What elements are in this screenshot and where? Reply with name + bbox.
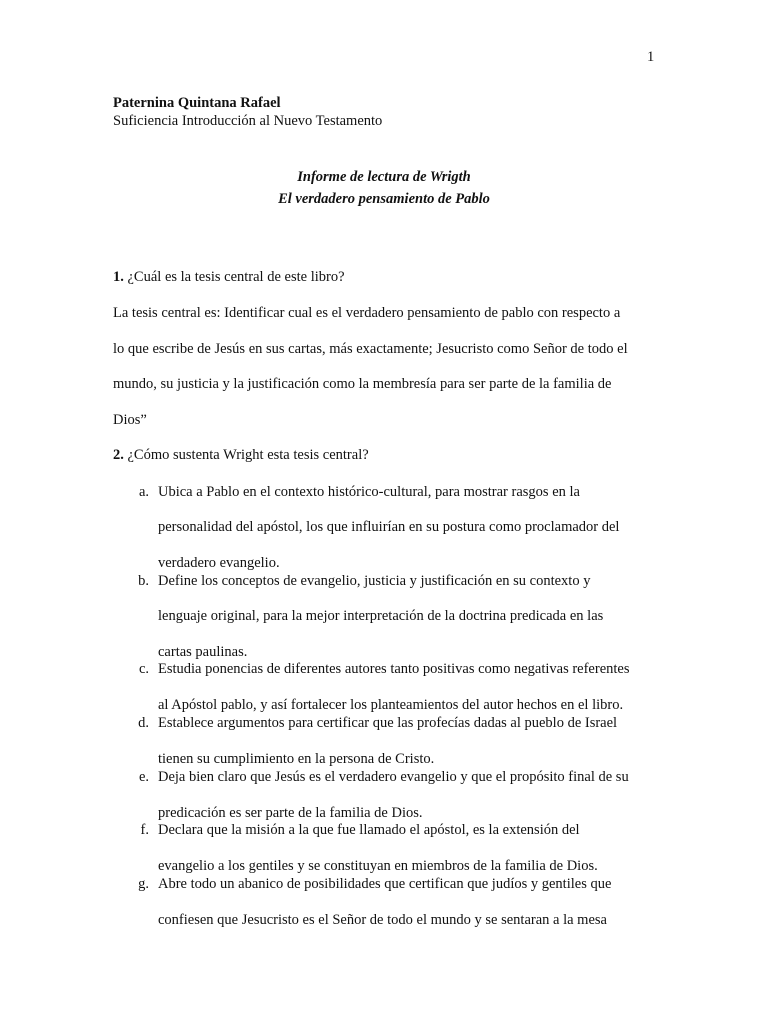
author-name: Paternina Quintana Rafael [113, 95, 281, 111]
list-item-marker: b. [138, 573, 149, 589]
list-item-line: Ubica a Pablo en el contexto histórico-cultural, para mostrar rasgos en la [158, 484, 580, 500]
list-item-line: al Apóstol pablo, y así fortalecer los planteamientos del autor hechos en el libro. [158, 697, 624, 713]
list-item-marker: a. [138, 484, 149, 500]
list-item-marker: d. [138, 715, 149, 731]
list-item-line: Abre todo un abanico de posibilidades que certifican que judíos y gentiles que [158, 876, 612, 892]
list-item-line: confiesen que Jesucristo es el Señor de todo el mundo y se sentaran a la mesa [158, 912, 607, 928]
list-item-marker: f. [140, 822, 149, 838]
question-1-number: 1. [113, 269, 124, 285]
page-number: 1 [647, 49, 655, 65]
report-title: Informe de lectura de Wrigth [297, 169, 471, 185]
list-item-marker: e. [138, 769, 149, 785]
list-item-line: verdadero evangelio. [158, 555, 280, 571]
list-item-marker: c. [138, 661, 149, 677]
list-item-line: tienen su cumplimiento en la persona de Cristo. [158, 751, 435, 767]
list-item-marker: g. [138, 876, 149, 892]
answer-1-line: mundo, su justicia y la justificación como la membresía para ser parte de la familia de [113, 376, 612, 392]
list-item-line: Declara que la misión a la que fue llamado el apóstol, es la extensión del [158, 822, 580, 838]
list-item-line: lenguaje original, para la mejor interpretación de la doctrina predicada en las [158, 608, 604, 624]
question-1-text: ¿Cuál es la tesis central de este libro? [123, 269, 345, 285]
list-item-line: Deja bien claro que Jesús es el verdadero evangelio y que el propósito final de su [158, 769, 629, 785]
question-2 [113, 446, 369, 464]
answer-1-line: Dios” [113, 412, 147, 428]
list-item-line: personalidad del apóstol, los que influirían en su postura como proclamador del [158, 519, 620, 535]
question-2-number: 2. [113, 447, 124, 463]
list-item-line: Define los conceptos de evangelio, justicia y justificación en su contexto y [158, 573, 591, 589]
list-item-line: evangelio a los gentiles y se constituyan en miembros de la familia de Dios. [158, 858, 598, 874]
list-item-line: predicación es ser parte de la familia de Dios. [158, 805, 423, 821]
list-item-line: cartas paulinas. [158, 644, 248, 660]
report-subtitle: El verdadero pensamiento de Pablo [278, 191, 490, 207]
course-name: Suficiencia Introducción al Nuevo Testamento [113, 113, 383, 129]
list-item-line: Establece argumentos para certificar que las profecías dadas al pueblo de Israel [158, 715, 618, 731]
answer-1-line: La tesis central es: Identificar cual es el verdadero pensamiento de pablo con respecto a [113, 305, 621, 321]
answer-1-line: lo que escribe de Jesús en sus cartas, más exactamente; Jesucristo como Señor de todo el [113, 341, 628, 357]
question-1 [113, 268, 345, 286]
list-item-line: Estudia ponencias de diferentes autores tanto positivas como negativas referentes [158, 661, 630, 677]
question-2-text: ¿Cómo sustenta Wright esta tesis central? [123, 447, 369, 463]
